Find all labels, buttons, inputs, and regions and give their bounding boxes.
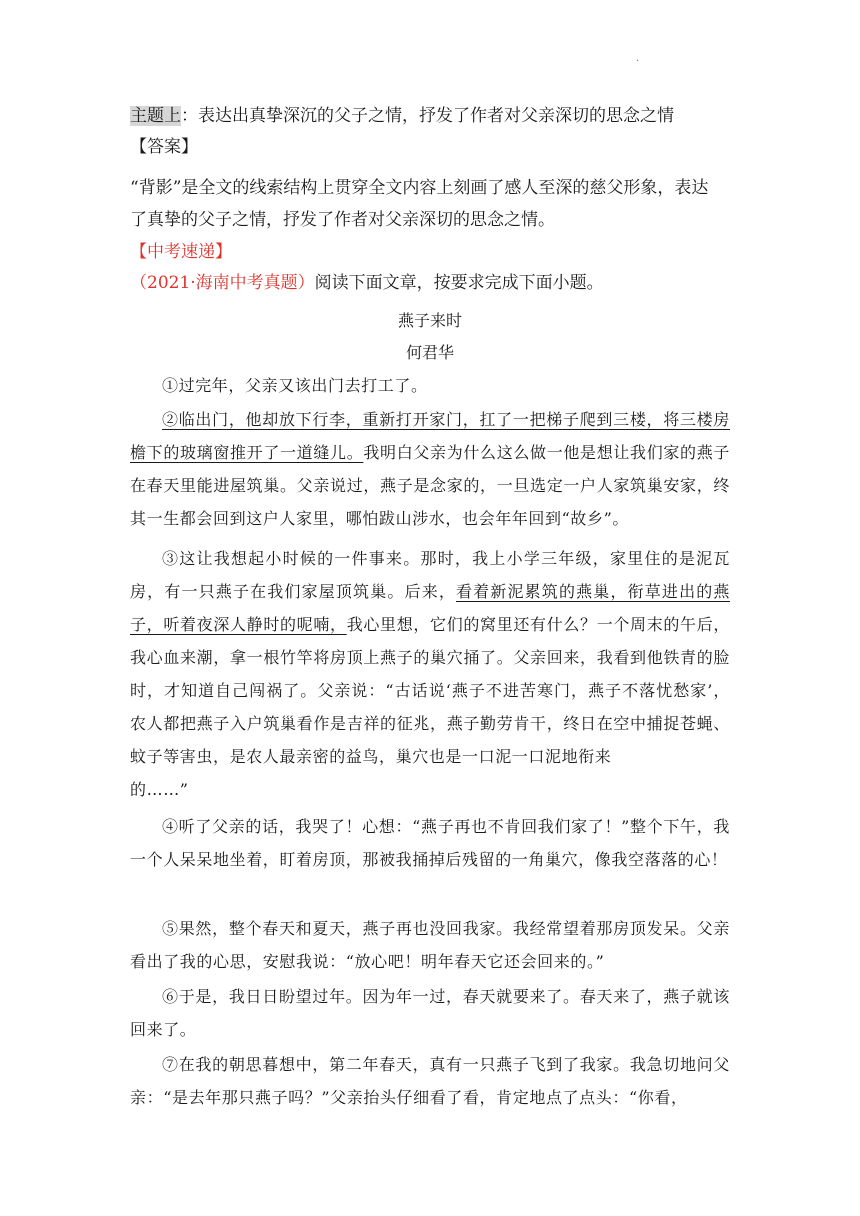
paragraph-3-underlined: 看着新泥累筑的燕巢，衔草进出的燕子，听着夜深人静时的呢喃， [130, 582, 730, 634]
article-title: 燕子来时 [397, 311, 462, 330]
answer-line-2: 了真挚的父子之情，抒发了作者对父亲深切的思念之情。 [130, 210, 555, 230]
paragraph-3 [130, 542, 730, 773]
answer-label: 【答案】 [130, 137, 198, 157]
paragraph-2 [130, 403, 730, 535]
paragraph-5: ⑤果然，整个春天和夏天，燕子再也没回我家。我经常望着那房顶发呆。父亲看出了我的心思，安慰我说：“放心吧！明年春天它还会回来的。” [130, 919, 730, 971]
section-label: 【中考速递】 [130, 242, 232, 262]
theme-label: 主题上 [130, 106, 181, 126]
theme-text: ：表达出真挚深沉的父子之情，抒发了作者对父亲深切的思念之情 [181, 106, 674, 126]
paragraph-7: ⑦在我的朝思暮想中，第二年春天，真有一只燕子飞到了我家。我急切地问父亲：“是去年那只燕子吗？”父亲抬头仔细看了看，肯定地点了点头：“你看， [130, 1055, 730, 1107]
paragraph-3-end: 的……” [130, 780, 189, 799]
paragraph-4: ④听了父亲的话，我哭了！心想：“燕子再也不肯回我们家了！”整个下午，我一个人呆呆地坐着，盯着房顶，那被我捅掉后残留的一角巢穴，像我空落落的心！ [130, 817, 730, 869]
instruction-text: 阅读下面文章，按要求完成下面小题。 [314, 273, 604, 293]
paragraph-2-underlined: ②临出门，他却放下行李，重新打开家门，扛了一把梯子爬到三楼，将三楼房檐下的玻璃窗推开了一道缝儿。 [130, 410, 730, 462]
source-label: （2021·海南中考真题） [130, 273, 315, 293]
paragraph-3-b: 我心里想，它们的窝里还有什么？一个周末的午后，我心血来潮，拿一根竹竿将房顶上燕子的巢穴捅了。父亲回来，我看到他铁青的脸时，才知道自己闯祸了。父亲说：“古话说‘燕子不进苦寒门，燕子不落忧愁家’，农人都把燕子入户筑巢看作是吉祥的征兆，燕子勤劳肯干，终日在空中捕捉苍蝇、蚊子等害虫，是农人最亲密的益鸟，巢穴也是一口泥一口泥地衔来 [130, 615, 730, 766]
paragraph-6: ⑥于是，我日日盼望过年。因为年一过，春天就要来了。春天来了，燕子就该回来了。 [130, 987, 730, 1039]
paragraph-1: ①过完年，父亲又该出门去打工了。 [162, 376, 428, 395]
section-intro [130, 271, 604, 295]
header-mark: · [636, 56, 640, 67]
answer-line-1: “背影”是全文的线索结构上贯穿全文内容上刻画了感人至深的慈父形象，表达 [130, 178, 709, 198]
theme-line [130, 104, 674, 128]
paragraph-3-a: ③这让我想起小时候的一件事来。那时，我上小学三年级，家里住的是泥瓦房，有一只燕子在我们家屋顶筑巢。后来， [130, 549, 730, 601]
article-author: 何君华 [405, 343, 454, 362]
paragraph-2-rest: 我明白父亲为什么这么做一他是想让我们家的燕子在春天里能进屋筑巢。父亲说过，燕子是念家的，一旦选定一户人家筑巢安家，终其一生都会回到这户人家里，哪怕跋山涉水，也会年年回到“故乡”。 [130, 443, 730, 528]
